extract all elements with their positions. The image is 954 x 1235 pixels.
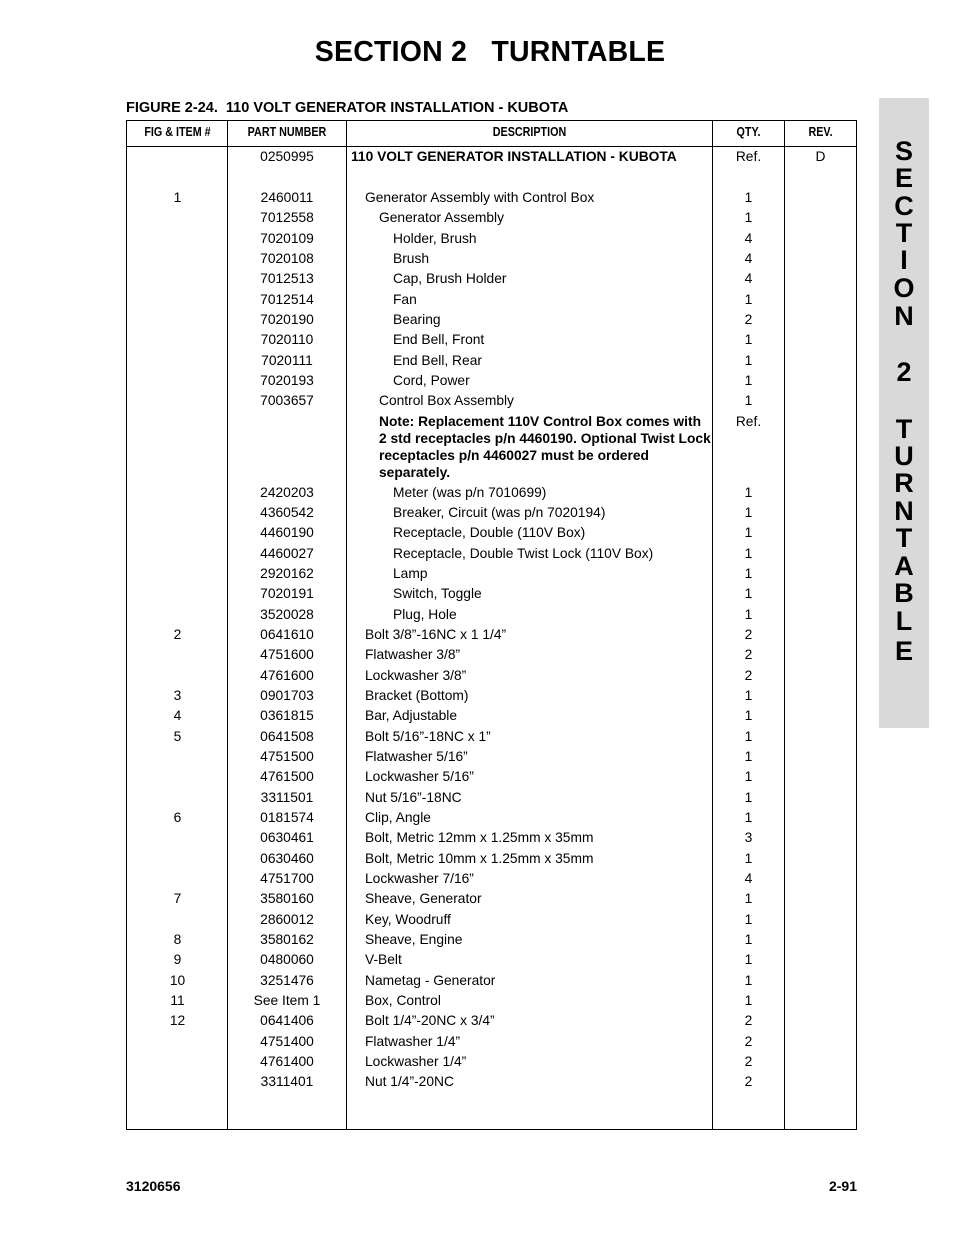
qty-cell: 1	[744, 972, 753, 988]
fig-item-cell: 1	[173, 190, 182, 205]
part-number-cell: 7020109	[260, 230, 314, 246]
part-number-cell: 4460027	[260, 545, 314, 561]
document-number: 3120656	[126, 1178, 181, 1194]
qty-cell: 1	[744, 210, 753, 226]
description-cell: Key, Woodruff	[365, 911, 451, 927]
fig-item-cell: 6	[173, 809, 182, 825]
description-cell: Bolt, Metric 10mm x 1.25mm x 35mm	[365, 850, 594, 866]
description-cell: Receptacle, Double Twist Lock (110V Box)	[393, 545, 654, 561]
description-cell: Generator Assembly	[379, 210, 504, 226]
part-number-cell: 7012558	[260, 210, 314, 226]
side-tab-letter: U	[894, 441, 914, 471]
fig-item-cell: 9	[173, 952, 182, 968]
column-divider	[784, 121, 785, 1129]
qty-cell: 1	[744, 291, 753, 307]
description-cell: End Bell, Front	[393, 332, 485, 348]
qty-cell: 1	[744, 565, 753, 581]
part-number-cell: 2920162	[260, 565, 314, 581]
fig-item-cell: 4	[173, 708, 182, 724]
qty-cell: 4	[744, 230, 753, 246]
part-number-cell: 0641610	[260, 626, 314, 642]
part-number-cell: 4761600	[260, 667, 314, 683]
qty-cell: Ref.	[735, 149, 762, 164]
description-cell: Bolt, Metric 12mm x 1.25mm x 35mm	[365, 830, 594, 846]
description-cell: Note: Replacement 110V Control Box comes with 2 std receptacles p/n 4460190. Optional Twist Lock receptacles p/n 4460027 must be ordered separately.	[379, 413, 711, 480]
qty-cell: 2	[744, 667, 753, 683]
part-number-cell: 2860012	[260, 911, 314, 927]
part-number-cell: 7020193	[260, 372, 314, 388]
side-tab-letter: L	[895, 606, 913, 636]
qty-cell: 1	[744, 545, 753, 561]
side-tab-letter: E	[894, 636, 913, 666]
part-number-cell: 3311401	[260, 1074, 314, 1090]
part-number-cell: 4751700	[260, 870, 314, 886]
part-number-cell: 0641406	[260, 1013, 314, 1029]
part-number-cell: 4751600	[260, 647, 314, 663]
part-number-cell: 7020191	[260, 586, 314, 602]
description-cell: 110 VOLT GENERATOR INSTALLATION - KUBOTA	[351, 149, 677, 164]
qty-cell: 4	[744, 271, 753, 287]
fig-item-cell: 12	[169, 1013, 186, 1029]
description-cell: Control Box Assembly	[379, 393, 514, 409]
description-cell: Sheave, Engine	[365, 931, 463, 947]
side-tab-letter: T	[895, 523, 913, 553]
description-cell: Fan	[393, 291, 417, 307]
description-cell: Lockwasher 5/16”	[365, 769, 474, 785]
qty-cell: 2	[744, 647, 753, 663]
section-side-tab	[879, 98, 929, 728]
part-number-cell: 0641508	[260, 728, 314, 744]
qty-cell: 1	[744, 352, 753, 368]
description-cell: Sheave, Generator	[365, 891, 482, 907]
part-number-cell: See Item 1	[253, 992, 321, 1008]
part-number-cell: 0901703	[260, 687, 314, 703]
description-cell: Bolt 5/16”-18NC x 1”	[365, 728, 491, 744]
side-tab-letter: A	[894, 551, 914, 581]
side-tab-letter: B	[894, 578, 914, 608]
part-number-cell: 4761400	[260, 1053, 314, 1069]
part-number-cell: 0181574	[260, 809, 314, 825]
qty-cell: 1	[744, 850, 753, 866]
part-number-cell: 4751400	[260, 1033, 314, 1049]
qty-cell: 1	[744, 708, 753, 724]
side-tab-letter: I	[900, 245, 908, 275]
part-number-cell: 4761500	[260, 769, 314, 785]
side-tab-letter: T	[895, 218, 913, 248]
qty-cell: 1	[744, 372, 753, 388]
table-header	[127, 121, 856, 147]
page-number: 2-91	[828, 1178, 857, 1194]
description-cell: Holder, Brush	[393, 230, 477, 246]
qty-cell: 1	[744, 992, 753, 1008]
part-number-cell: 0250995	[260, 149, 314, 164]
qty-cell: 1	[744, 911, 753, 927]
description-cell: Box, Control	[365, 992, 441, 1008]
description-cell: Meter (was p/n 7010699)	[393, 484, 547, 500]
header-description: DESCRIPTION	[492, 125, 567, 139]
qty-cell: 1	[744, 748, 753, 764]
description-cell: V-Belt	[365, 952, 402, 968]
qty-cell: 3	[744, 830, 753, 846]
part-number-cell: 3311501	[260, 789, 314, 805]
qty-cell: 1	[744, 190, 753, 205]
qty-cell: 2	[744, 1074, 753, 1090]
part-number-cell: 3251476	[260, 972, 314, 988]
description-cell: Clip, Angle	[365, 809, 431, 825]
part-number-cell: 3580162	[260, 931, 314, 947]
description-cell: Lockwasher 3/8”	[365, 667, 467, 683]
qty-cell: 1	[744, 952, 753, 968]
qty-cell: 4	[744, 250, 753, 266]
side-tab-letter: S	[894, 136, 913, 166]
side-tab-letter: C	[894, 191, 914, 221]
fig-item-cell: 10	[169, 972, 186, 988]
description-cell: End Bell, Rear	[393, 352, 482, 368]
description-cell: Flatwasher 5/16”	[365, 748, 468, 764]
qty-cell: 1	[744, 809, 753, 825]
description-cell: Receptacle, Double (110V Box)	[393, 525, 586, 541]
fig-item-cell: 7	[173, 891, 182, 907]
part-number-cell: 0480060	[260, 952, 314, 968]
part-number-cell: 7003657	[260, 393, 314, 409]
fig-item-cell: 8	[173, 931, 182, 947]
qty-cell: 1	[744, 504, 753, 520]
header-qty: QTY.	[736, 125, 761, 139]
description-cell: Bolt 1/4”-20NC x 3/4”	[365, 1013, 495, 1029]
fig-item-cell: 3	[173, 687, 182, 703]
part-number-cell: 4360542	[260, 504, 314, 520]
qty-cell: 1	[744, 931, 753, 947]
description-cell: Lockwasher 1/4”	[365, 1053, 467, 1069]
description-cell: Lockwasher 7/16”	[365, 870, 474, 886]
part-number-cell: 7012514	[260, 291, 314, 307]
part-number-cell: 7020110	[260, 332, 314, 348]
header-fig-item: FIG & ITEM #	[144, 125, 211, 139]
side-tab-letter: T	[895, 414, 913, 444]
figure-caption: FIGURE 2-24. 110 VOLT GENERATOR INSTALLATION - KUBOTA	[126, 100, 569, 116]
description-cell: Cord, Power	[393, 372, 470, 388]
fig-item-cell: 11	[170, 992, 185, 1008]
qty-cell: 1	[744, 484, 753, 500]
description-cell: Bracket (Bottom)	[365, 687, 469, 703]
side-tab-letter: E	[894, 163, 913, 193]
description-cell: Nut 5/16”-18NC	[365, 789, 462, 805]
parts-table	[126, 120, 857, 1130]
part-number-cell: 0630461	[260, 830, 314, 846]
part-number-cell: 3580160	[260, 891, 314, 907]
part-number-cell: 4751500	[260, 748, 314, 764]
part-number-cell: 2420203	[260, 484, 314, 500]
description-cell: Flatwasher 1/4”	[365, 1033, 461, 1049]
side-tab-letter: O	[893, 273, 915, 303]
qty-cell: 1	[744, 332, 753, 348]
description-cell: Bolt 3/8”-16NC x 1 1/4”	[365, 626, 507, 642]
part-number-cell: 7020108	[260, 250, 314, 266]
qty-cell: 1	[744, 586, 753, 602]
part-number-cell: 0630460	[260, 850, 314, 866]
description-cell: Cap, Brush Holder	[393, 271, 507, 287]
description-cell: Switch, Toggle	[393, 586, 482, 602]
part-number-cell: 7012513	[260, 271, 314, 287]
description-cell: Brush	[393, 250, 430, 266]
side-tab-letter: N	[894, 496, 914, 526]
qty-cell: 1	[744, 728, 753, 744]
description-cell: Plug, Hole	[393, 606, 457, 622]
side-tab-letter: R	[894, 468, 914, 498]
rev-cell: D	[815, 149, 826, 164]
qty-cell: 1	[744, 525, 753, 541]
description-cell: Breaker, Circuit (was p/n 7020194)	[393, 504, 606, 520]
column-divider	[346, 121, 347, 1129]
qty-cell: 1	[744, 891, 753, 907]
qty-cell: 2	[744, 1033, 753, 1049]
qty-cell: 4	[744, 870, 753, 886]
qty-cell: 2	[744, 311, 753, 327]
header-part-number: PART NUMBER	[247, 125, 327, 139]
part-number-cell: 7020111	[261, 352, 313, 368]
qty-cell: 1	[744, 789, 753, 805]
part-number-cell: 0361815	[260, 708, 314, 724]
fig-item-cell: 2	[173, 626, 182, 642]
qty-cell: Ref.	[735, 413, 762, 429]
description-cell: Flatwasher 3/8”	[365, 647, 461, 663]
description-cell: Nametag - Generator	[365, 972, 496, 988]
qty-cell: 1	[744, 687, 753, 703]
qty-cell: 1	[744, 393, 753, 409]
qty-cell: 2	[744, 626, 753, 642]
part-number-cell: 2460011	[260, 190, 314, 205]
side-tab-letter: 2	[896, 357, 912, 387]
description-cell: Nut 1/4”-20NC	[365, 1074, 454, 1090]
qty-cell: 2	[744, 1013, 753, 1029]
page-title: SECTION 2 TURNTABLE	[314, 36, 666, 68]
description-cell: Bar, Adjustable	[365, 708, 458, 724]
part-number-cell: 4460190	[260, 525, 314, 541]
description-cell: Lamp	[393, 565, 428, 581]
part-number-cell: 7020190	[260, 311, 314, 327]
fig-item-cell: 5	[173, 728, 182, 744]
qty-cell: 2	[744, 1053, 753, 1069]
side-tab-letter: N	[894, 301, 914, 331]
qty-cell: 1	[744, 769, 753, 785]
qty-cell: 1	[744, 606, 753, 622]
description-cell: Generator Assembly with Control Box	[365, 190, 595, 205]
header-rev: REV.	[808, 125, 833, 139]
description-cell: Bearing	[393, 311, 441, 327]
part-number-cell: 3520028	[260, 606, 314, 622]
